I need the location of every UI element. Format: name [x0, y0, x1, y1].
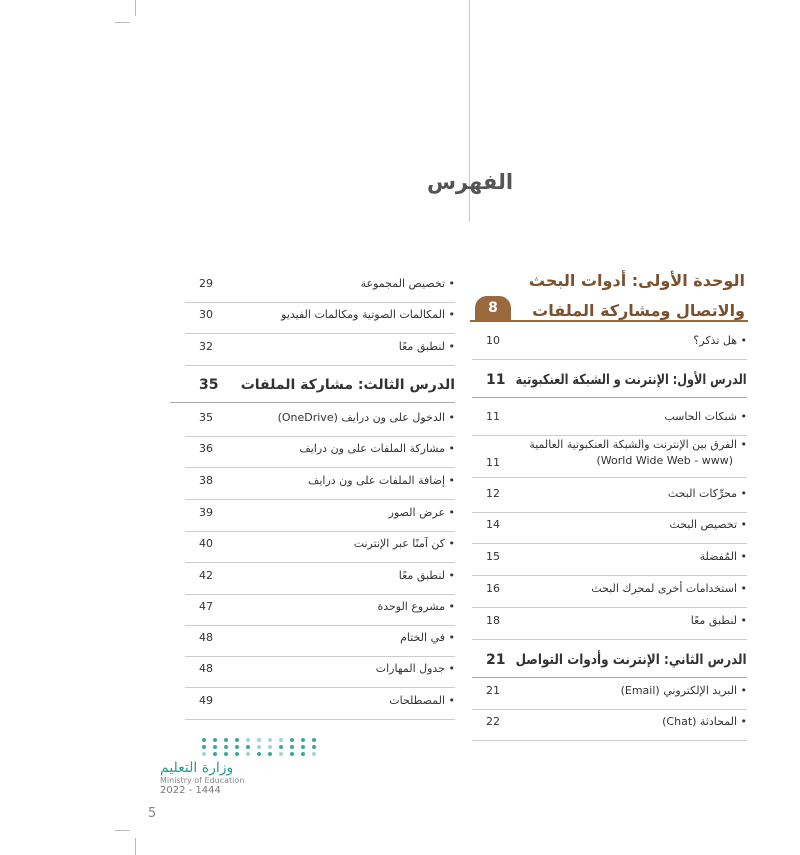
unit-title	[529, 266, 745, 326]
toc-lesson-heading[interactable]	[472, 652, 747, 672]
logo-dot	[224, 752, 228, 756]
toc-page-number: 18	[486, 614, 500, 627]
logo-dot	[279, 745, 283, 749]
toc-entry[interactable]	[472, 550, 747, 570]
toc-entry[interactable]	[185, 631, 455, 651]
toc-lesson-heading[interactable]	[170, 377, 455, 397]
logo-dot	[202, 745, 206, 749]
logo-dot	[312, 745, 316, 749]
row-divider	[472, 512, 747, 513]
logo-dot	[268, 745, 272, 749]
row-divider	[472, 435, 747, 436]
toc-entry-label: • تخصيص المجموعة	[360, 277, 455, 290]
row-divider	[472, 709, 747, 710]
unit-divider	[470, 320, 748, 322]
toc-entry[interactable]	[185, 308, 455, 328]
toc-entry-label: • محرِّكات البحث	[667, 487, 747, 500]
toc-entry[interactable]	[185, 600, 455, 620]
row-divider	[185, 531, 455, 532]
toc-page-number: 39	[199, 506, 213, 519]
logo-dot	[301, 745, 305, 749]
toc-entry-label: • جدول المهارات	[375, 662, 455, 675]
toc-page-number: 11	[486, 456, 500, 469]
logo-dot	[246, 752, 250, 756]
logo-dot	[257, 738, 261, 742]
page-title: الفهرس	[426, 170, 514, 194]
toc-entry-label: • البريد الإلكتروني (Email)	[620, 684, 747, 697]
toc-entry[interactable]	[185, 442, 455, 462]
toc-entry[interactable]	[185, 277, 455, 297]
row-divider	[170, 402, 455, 403]
toc-lesson-heading[interactable]	[472, 372, 747, 392]
toc-page-number: 21	[486, 684, 500, 697]
logo-dot	[224, 745, 228, 749]
logo-dot	[235, 745, 239, 749]
logo-dot	[202, 738, 206, 742]
toc-entry[interactable]	[185, 569, 455, 589]
toc-entry[interactable]	[472, 614, 747, 634]
toc-entry[interactable]	[472, 684, 747, 704]
toc-entry-label: • إضافة الملفات على ون درايف	[307, 474, 455, 487]
toc-page-number: 10	[486, 334, 500, 347]
toc-entry-label: • المُفضلة	[699, 550, 747, 563]
toc-entry-label: • شبكات الحاسب	[664, 410, 747, 423]
toc-page-number: 12	[486, 487, 500, 500]
crop-mark	[135, 0, 136, 16]
toc-entry-label: • في الختام	[400, 631, 455, 644]
toc-entry-label: • المصطلحات	[389, 694, 455, 707]
logo-dot	[224, 738, 228, 742]
row-divider	[185, 436, 455, 437]
logo-dot	[279, 752, 283, 756]
logo-dot	[290, 745, 294, 749]
toc-page-number: 11	[486, 410, 500, 423]
unit-title-line1: الوحدة الأولى: أدوات البحث	[528, 271, 745, 290]
toc-page-number: 21	[486, 652, 506, 668]
row-divider	[185, 719, 455, 720]
toc-entry-label: الدرس الثاني: الإنترنت وأدوات التواصل	[515, 652, 747, 668]
logo-dot	[246, 738, 250, 742]
toc-entry-label: • عرض الصور	[388, 506, 455, 519]
toc-page-number: 42	[199, 569, 213, 582]
crop-mark	[115, 830, 130, 831]
row-divider	[472, 639, 747, 640]
toc-page-number: 22	[486, 715, 500, 728]
row-divider	[185, 625, 455, 626]
toc-entry[interactable]	[472, 715, 747, 735]
logo-year: 2022 - 1444	[160, 785, 221, 796]
toc-entry-label: • مشاركة الملفات على ون درايف	[299, 442, 455, 455]
toc-entry-label: • مشروع الوحدة	[377, 600, 455, 613]
toc-entry-label-line2: (World Wide Web - www)	[596, 454, 733, 467]
row-divider	[472, 607, 747, 608]
toc-page-number: 48	[199, 662, 213, 675]
toc-page-number: 36	[199, 442, 213, 455]
logo-arabic: وزارة التعليم	[160, 760, 234, 776]
toc-entry[interactable]	[185, 537, 455, 557]
toc-page-number: 30	[199, 308, 213, 321]
row-divider	[472, 677, 747, 678]
toc-page-number: 35	[199, 377, 219, 393]
page-number: 5	[148, 806, 157, 821]
unit-title-line2: والاتصال ومشاركة الملفات	[532, 301, 745, 320]
logo-english: Ministry of Education	[160, 776, 245, 785]
toc-page-number: 47	[199, 600, 213, 613]
toc-entry[interactable]	[472, 582, 747, 602]
logo-dot	[235, 738, 239, 742]
logo-dot	[268, 752, 272, 756]
toc-entry[interactable]	[185, 340, 455, 360]
toc-entry[interactable]	[185, 411, 455, 431]
toc-entry[interactable]	[185, 694, 455, 714]
toc-entry-label: • هل تذكر؟	[693, 334, 747, 347]
toc-page-number: 35	[199, 411, 213, 424]
logo-dot	[290, 752, 294, 756]
logo-dot	[213, 752, 217, 756]
toc-page-number: 29	[199, 277, 213, 290]
toc-entry-label: • لنطبق معًا	[398, 340, 455, 353]
logo-dot	[213, 738, 217, 742]
logo-dot	[301, 738, 305, 742]
logo-dot	[213, 745, 217, 749]
ministry-logo	[160, 738, 290, 796]
toc-entry[interactable]	[185, 662, 455, 682]
toc-entry-label: • استخدامات أخرى لمحرك البحث	[591, 582, 747, 595]
logo-dot	[246, 745, 250, 749]
logo-dot	[235, 752, 239, 756]
toc-entry[interactable]	[185, 474, 455, 494]
row-divider	[185, 302, 455, 303]
toc-entry[interactable]	[472, 518, 747, 538]
toc-page-number: 49	[199, 694, 213, 707]
logo-dot	[202, 752, 206, 756]
row-divider	[185, 333, 455, 334]
toc-entry-label: • المكالمات الصوتية ومكالمات الفيديو	[281, 308, 455, 321]
row-divider	[185, 687, 455, 688]
toc-page-number: 48	[199, 631, 213, 644]
toc-page-number: 38	[199, 474, 213, 487]
row-divider	[185, 499, 455, 500]
toc-page-number: 32	[199, 340, 213, 353]
toc-page-number: 11	[486, 372, 506, 388]
row-divider	[185, 365, 455, 366]
row-divider	[185, 467, 455, 468]
logo-dot	[312, 738, 316, 742]
toc-entry[interactable]	[472, 438, 747, 472]
logo-dot	[268, 738, 272, 742]
row-divider	[185, 594, 455, 595]
row-divider	[472, 477, 747, 478]
logo-dot	[257, 745, 261, 749]
row-divider	[472, 740, 747, 741]
row-divider	[472, 543, 747, 544]
toc-entry-label: • كن آمنًا عبر الإنترنت	[353, 537, 455, 550]
unit-page-badge[interactable]: 8	[475, 296, 511, 320]
logo-dot	[290, 738, 294, 742]
toc-entry-label: • الدخول على ون درايف (OneDrive)	[277, 411, 455, 424]
toc-page-number: 40	[199, 537, 213, 550]
toc-entry-label: الدرس الثالث: مشاركة الملفات	[240, 377, 455, 393]
row-divider	[472, 397, 747, 398]
toc-entry[interactable]	[472, 487, 747, 507]
toc-entry[interactable]	[472, 410, 747, 430]
toc-entry-label: • تخصيص البحث	[669, 518, 747, 531]
crop-mark	[115, 22, 130, 23]
row-divider	[472, 575, 747, 576]
toc-entry-label: • الفرق بين الإنترنت والشبكة العنكبوتية العالمية	[529, 438, 747, 451]
toc-page-number: 16	[486, 582, 500, 595]
logo-dot	[301, 752, 305, 756]
crop-mark	[135, 838, 136, 855]
toc-entry-label: • لنطبق معًا	[398, 569, 455, 582]
logo-dot	[312, 752, 316, 756]
logo-dots-icon	[202, 738, 290, 756]
logo-dot	[257, 752, 261, 756]
toc-page-number: 14	[486, 518, 500, 531]
row-divider	[185, 656, 455, 657]
toc-entry[interactable]	[472, 334, 747, 354]
row-divider	[472, 359, 747, 360]
toc-page-number: 15	[486, 550, 500, 563]
row-divider	[185, 562, 455, 563]
toc-entry-label: • لنطبق معًا	[690, 614, 747, 627]
toc-entry[interactable]	[185, 506, 455, 526]
toc-entry-label: الدرس الأول: الإنترنت و الشبكة العنكبوتية	[515, 372, 747, 388]
toc-entry-label: • المحادثة (Chat)	[662, 715, 747, 728]
logo-dot	[279, 738, 283, 742]
